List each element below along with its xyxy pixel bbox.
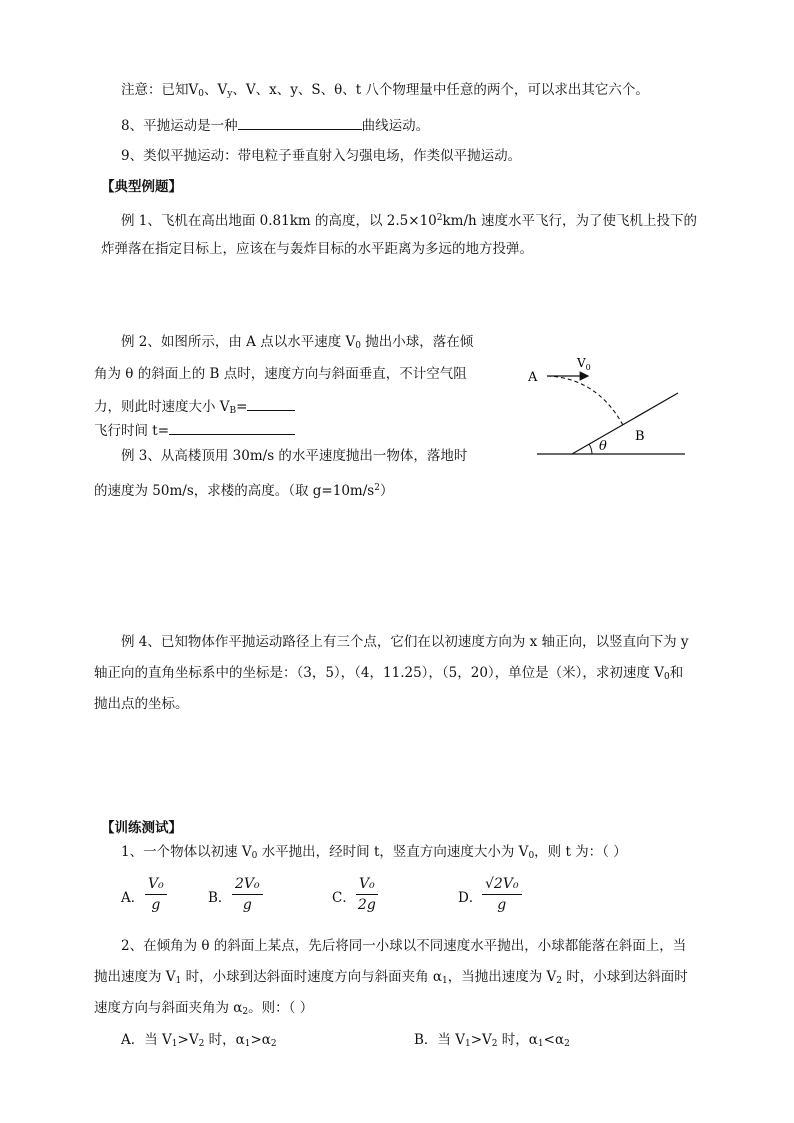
item8-suffix: 曲线运动。 xyxy=(361,118,430,134)
ex1-sup: 2 xyxy=(436,213,443,223)
item-9: 9、类似平抛运动：带电粒子垂直射入匀强电场，作类似平抛运动。 xyxy=(121,148,522,164)
example-2-line-4 xyxy=(94,420,295,441)
point-a-label: A xyxy=(528,370,538,385)
question-2-line-3 xyxy=(94,998,313,1022)
q1-choice-d-fraction[interactable] xyxy=(482,874,522,915)
ex4-text-b: 和 xyxy=(669,665,684,681)
example-4-line-2 xyxy=(94,663,683,687)
q1-text-c: ，则 t 为：（ ） xyxy=(534,844,627,860)
example-4-line-1: 例 4、已知物体作平抛运动路径上有三个点，它们在以初速度方向为 x 轴正向，以竖直向下为 y xyxy=(121,634,689,650)
q2-l3-a: 速度方向与斜面夹角为 α xyxy=(94,1000,243,1016)
ex3-sup: 2 xyxy=(374,483,380,493)
ex2-text-a: 例 2、如图所示，由 A 点以水平速度 V xyxy=(121,334,356,350)
q1-choice-a-num: V₀ xyxy=(145,874,167,895)
example-3-line-1: 例 3、从高楼顶用 30m/s 的水平速度抛出一物体，落地时 xyxy=(121,448,468,464)
example-3-line-2 xyxy=(94,478,393,501)
q2-l2-a: 抛出速度为 V xyxy=(94,969,176,985)
ex4-text-a: 轴正向的直角坐标系中的坐标是：（3，5），（4，11.25），（5，20），单位是（米），求初速度 V xyxy=(94,665,664,681)
q1-choice-c-num: V₀ xyxy=(356,874,378,895)
item-8 xyxy=(121,115,429,136)
q1-choice-a-fraction[interactable] xyxy=(145,874,167,915)
section-training-test: 【训练测试】 xyxy=(101,820,182,836)
ex3-text-b: ） xyxy=(379,483,394,499)
example-2-line-2: 角为 θ 的斜面上的 B 点时，速度方向与斜面垂直，不计空气阻 xyxy=(94,366,467,382)
q1-text-a: 1、一个物体以初速 V xyxy=(121,844,252,860)
ex2-t-label: 飞行时间 t= xyxy=(94,423,170,439)
ex4-sub: 0 xyxy=(663,672,670,682)
q1-choice-c-den: 2g xyxy=(357,897,376,913)
section-typical-examples: 【典型例题】 xyxy=(101,179,182,195)
ex1-text-a: 例 1、飞机在高出地面 0.81km 的高度，以 2.5×10 xyxy=(121,213,437,229)
example-1-line-1 xyxy=(121,208,697,231)
note-sub0: 0 xyxy=(198,89,204,99)
note-line xyxy=(121,80,649,104)
angle-arc xyxy=(589,444,592,454)
q1-sub2: 0 xyxy=(528,851,535,861)
q1-choice-d-label[interactable]: D． xyxy=(458,890,483,906)
q2-l2-d: 时，小球到达斜面时 xyxy=(562,969,688,985)
q1-choice-b-label[interactable]: B． xyxy=(208,890,232,906)
q1-choice-b-den: g xyxy=(242,897,252,913)
ex2-text-b: 抛出小球，落在倾 xyxy=(361,334,474,350)
point-b-label: B xyxy=(635,429,645,444)
incline-line xyxy=(572,393,678,454)
question-2-line-2 xyxy=(94,967,688,991)
q1-choice-a-den: g xyxy=(151,897,161,913)
q1-sub1: 0 xyxy=(251,851,258,861)
q2-l3-sub: 2 xyxy=(242,1007,249,1017)
q1-choice-c-label[interactable]: C． xyxy=(332,890,356,906)
q1-choice-b-num: 2V₀ xyxy=(232,874,263,895)
q2-option-b[interactable]: B．当 $V_1>V_2$ 时，$\alpha_1<\alpha_2$ xyxy=(414,1032,570,1049)
note-prefix: 注意：已知V xyxy=(121,82,199,98)
example-2-line-1 xyxy=(121,332,473,356)
ex2-sub: 0 xyxy=(355,341,361,351)
q2-l2-s2: 1 xyxy=(441,976,448,986)
ex2-vb-blank[interactable] xyxy=(247,396,295,411)
question-1 xyxy=(121,842,627,866)
q1-choice-d-den: g xyxy=(497,897,507,913)
q1-text-b: 水平抛出，经时间 t，竖直方向速度大小为 V xyxy=(257,844,529,860)
q1-choice-c-fraction[interactable] xyxy=(356,874,378,915)
q2-l3-b: 。则：（ ） xyxy=(248,1000,314,1016)
trajectory-curve xyxy=(547,376,624,427)
ex2-vb-eq: = xyxy=(236,399,248,415)
item8-prefix: 8、平抛运动是一种 xyxy=(121,118,238,134)
ex2-vb-sub: B xyxy=(229,406,237,416)
ex2-t-blank[interactable] xyxy=(169,420,295,435)
ex1-text-b: km/h 速度水平飞行，为了使飞机上投下的 xyxy=(442,213,698,229)
q2-option-a[interactable]: A．当 $V_1>V_2$ 时，$\alpha_1>\alpha_2$ xyxy=(121,1032,277,1049)
ex2-vb-label: 力，则此时速度大小 V xyxy=(94,399,230,415)
q1-choice-b-fraction[interactable] xyxy=(232,874,263,915)
note-rest: 、V、x、y、S、θ、t 八个物理量中任意的两个，可以求出其它六个。 xyxy=(232,82,649,98)
example-1-line-2: 炸弹落在指定目标上，应该在与轰炸目标的水平距离为多远的地方投弹。 xyxy=(101,241,533,257)
q2-l2-b: 时，小球到达斜面时速度方向与斜面夹角 α xyxy=(181,969,442,985)
incline-figure xyxy=(520,345,690,460)
theta-label: θ xyxy=(599,439,607,454)
v0-label: $V_0$ xyxy=(577,356,591,372)
q1-choice-d-num: √2V₀ xyxy=(482,874,522,895)
q2-l2-s1: 1 xyxy=(175,976,182,986)
q2-l2-s3: 2 xyxy=(556,976,562,986)
note-suby: y xyxy=(227,89,233,99)
example-2-line-3 xyxy=(94,396,295,421)
q1-choice-a-label[interactable]: A． xyxy=(121,890,145,906)
note-mid: 、V xyxy=(203,82,228,98)
question-2-line-1: 2、在倾角为 θ 的斜面上某点，先后将同一小球以不同速度水平抛出，小球都能落在斜面上，当 xyxy=(121,938,687,954)
q2-l2-c: ，当抛出速度为 V xyxy=(447,969,557,985)
item8-blank[interactable] xyxy=(238,115,362,130)
example-4-line-3: 抛出点的坐标。 xyxy=(94,696,189,712)
ex3-text-a: 的速度为 50m/s，求楼的高度。（取 g=10m/s xyxy=(94,483,375,499)
